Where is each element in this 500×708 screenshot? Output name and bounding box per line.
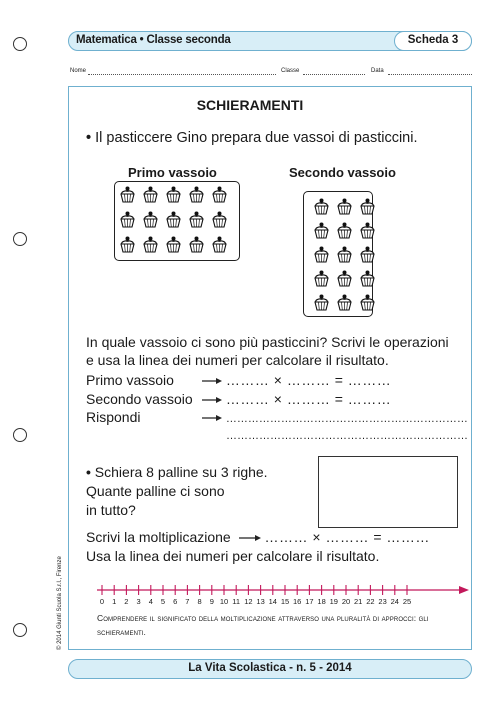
number-line-tick-label: 8 [197, 597, 202, 606]
number-line-tick-label: 24 [390, 597, 399, 606]
number-line-tick-label: 14 [268, 597, 277, 606]
number-line-tick-label: 1 [112, 597, 117, 606]
number-line-tick-label: 5 [160, 597, 166, 606]
number-line-tick-label: 10 [219, 597, 229, 606]
second-tray-cupcake-icon [360, 222, 375, 239]
number-line-tick-label: 0 [99, 597, 105, 606]
first-tray-cupcake-icon [143, 186, 158, 203]
number-line-tick-label: 22 [366, 597, 375, 606]
multiplication-label: Scrivi la moltiplicazione [86, 529, 231, 545]
second-tray-cupcake-icon [337, 222, 352, 239]
answer-second-label: Secondo vassoio [86, 391, 193, 407]
second-tray-cupcake-icon [314, 222, 329, 239]
arrow-right-icon [202, 377, 222, 385]
respond-answer-line-1[interactable]: ………………………………………………………… [225, 413, 468, 425]
learning-objective: Comprendere il significato della moltiplicazione attraverso una pluralità di approcci: gli schieramenti. [97, 613, 429, 637]
footer-bar: La Vita Scolastica - n. 5 - 2014 [68, 659, 472, 679]
number-line-tick-label: 4 [148, 597, 153, 606]
first-tray-cupcake-icon [120, 211, 135, 228]
exercise2-line-3: in tutto? [86, 502, 136, 518]
bullet-icon: • [86, 464, 91, 480]
first-tray-cupcake-icon [143, 211, 158, 228]
binder-hole-1 [13, 37, 27, 51]
respond-row [202, 409, 468, 428]
numberline-instruction: Usa la linea dei numeri per calcolare il risultato. [86, 548, 380, 564]
number-line-tick-label: 25 [402, 597, 412, 606]
number-line-tick-label: 16 [293, 597, 302, 606]
first-tray-cupcake-icon [212, 211, 227, 228]
second-tray-cupcake-icon [337, 198, 352, 215]
operation-second[interactable]: ……… × ……… = ……… [225, 391, 392, 407]
class-label: Classe [281, 68, 300, 74]
second-tray-cupcake-icon [337, 294, 352, 311]
second-tray-cupcake-icon [337, 246, 352, 263]
number-line-tick-label: 23 [378, 597, 387, 606]
second-tray-cupcake-icon [314, 294, 329, 311]
multiplication-operation[interactable]: ……… × ……… = ……… [264, 529, 430, 545]
number-line-tick-label: 19 [329, 597, 338, 606]
binder-hole-3 [13, 428, 27, 442]
number-line-tick-label: 6 [173, 597, 178, 606]
answer-first-label: Primo vassoio [86, 372, 174, 388]
operation-first[interactable]: ……… × ……… = ……… [225, 372, 392, 388]
second-tray-cupcake-icon [360, 198, 375, 215]
second-tray-cupcake-icon [314, 246, 329, 263]
first-tray-cupcake-icon [143, 236, 158, 253]
second-tray-cupcake-icon [360, 246, 375, 263]
arrow-right-icon [202, 414, 222, 422]
number-line-tick-label: 17 [305, 597, 314, 606]
number-line-tick-label: 12 [244, 597, 253, 606]
number-line [97, 583, 469, 597]
first-tray-cupcake-icon [166, 186, 181, 203]
exercise2-line-2: Quante palline ci sono [86, 483, 225, 499]
first-tray-cupcake-icon [212, 186, 227, 203]
bullet-icon: • [86, 130, 92, 146]
first-tray-cupcake-icon [120, 186, 135, 203]
header-title: Matematica • Classe seconda [76, 34, 231, 46]
drawing-box[interactable] [318, 456, 458, 528]
number-line-tick-label: 20 [341, 597, 351, 606]
number-line-tick-label: 18 [317, 597, 326, 606]
number-line-tick-label: 9 [209, 597, 214, 606]
name-label: Nome [70, 68, 87, 74]
first-tray-cupcake-icon [212, 236, 227, 253]
respond-answer-line-2[interactable]: ………………………………………………………… [226, 430, 468, 442]
second-tray-cupcake-icon [360, 270, 375, 287]
first-tray-cupcake-icon [166, 236, 181, 253]
binder-hole-4 [13, 623, 27, 637]
question-line-2: e usa la linea dei numeri per calcolare il risultato. [86, 352, 389, 368]
first-tray-cupcake-icon [166, 211, 181, 228]
second-tray-cupcake-icon [337, 270, 352, 287]
date-field[interactable] [388, 74, 472, 75]
multiplication-row [86, 529, 430, 546]
number-line-tick-label: 13 [256, 597, 265, 606]
second-tray-cupcake-icon [314, 198, 329, 215]
intro-text [86, 130, 418, 147]
intro-sentence: Il pasticcere Gino prepara due vassoi di pasticcini. [95, 130, 418, 146]
worksheet-title: SCHIERAMENTI [196, 97, 304, 113]
answer-second-row [202, 391, 391, 408]
question-line-1: In quale vassoio ci sono più pasticcini? Scrivi le operazioni [86, 334, 449, 350]
first-tray-cupcake-icon [189, 186, 204, 203]
number-line-tick-label: 21 [354, 597, 363, 606]
arrow-right-icon [202, 396, 222, 404]
number-line-tick-label: 15 [280, 597, 290, 606]
second-tray-cupcake-icon [314, 270, 329, 287]
second-tray-cupcake-icon [360, 294, 375, 311]
copyright-notice: © 2014 Giunti Scuola S.r.l., Firenze [57, 556, 63, 650]
number-line-tick-label: 2 [124, 597, 129, 606]
number-line-tick-label: 7 [185, 597, 190, 606]
binder-hole-2 [13, 232, 27, 246]
respond-label: Rispondi [86, 409, 141, 425]
arrow-right-icon [239, 534, 261, 542]
number-line-arrow-icon [459, 586, 469, 594]
first-tray-label: Primo vassoio [128, 165, 217, 180]
answer-first-row [202, 372, 391, 389]
number-line-tick-label: 3 [136, 597, 141, 606]
class-field[interactable] [303, 74, 365, 75]
number-line-tick-label: 11 [232, 597, 241, 606]
first-tray-cupcake-icon [189, 211, 204, 228]
first-tray-cupcake-icon [120, 236, 135, 253]
exercise2-line-1: • Schiera 8 palline su 3 righe. [86, 464, 268, 480]
second-tray-label: Secondo vassoio [289, 165, 396, 180]
first-tray-cupcake-icon [189, 236, 204, 253]
sheet-number: Scheda 3 [394, 31, 472, 51]
date-label: Data [371, 68, 384, 74]
name-field[interactable] [88, 74, 276, 75]
